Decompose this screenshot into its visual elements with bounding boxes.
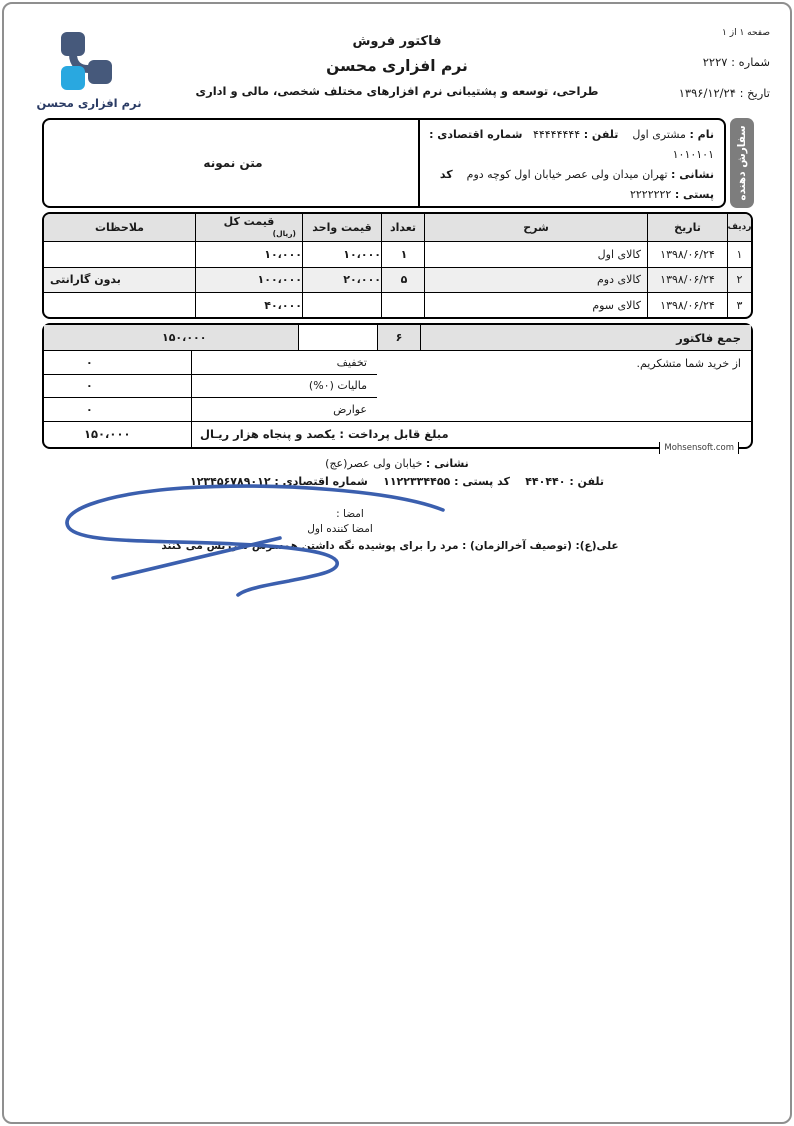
col-header-row: ردیف <box>727 214 751 242</box>
seller-phone-value: ۴۴۰۴۴۰ <box>525 475 566 488</box>
invoice-sum-empty-cell <box>298 325 377 351</box>
company-tagline: طراحی، توسعه و پشتیبانی نرم افزارهای مختلف شخصی، مالی و اداری <box>195 84 599 98</box>
item-date: ۱۳۹۸/۰۶/۲۴ <box>647 293 727 317</box>
tax-label: مالیات (۰%) <box>191 375 377 399</box>
customer-phone-label: تلفن : <box>583 128 619 141</box>
invoice-sum-label: جمع فاکتور <box>420 325 751 351</box>
seller-phone-label: تلفن : <box>569 475 604 488</box>
duties-label: عوارض <box>191 398 377 422</box>
invoice-date-label: تاریخ : <box>739 86 770 100</box>
logo-square-right <box>88 60 112 84</box>
item-total-price: ۱۰۰،۰۰۰ <box>195 268 302 294</box>
orderer-side-tab <box>730 118 754 208</box>
item-quantity: ۵ <box>381 268 424 294</box>
item-row-number: ۲ <box>727 268 751 294</box>
item-date: ۱۳۹۸/۰۶/۲۴ <box>647 268 727 294</box>
col-header-notes: ملاحظات <box>44 214 195 242</box>
signature-label: امضا : <box>336 508 364 520</box>
seller-address-label: نشانی : <box>425 457 469 470</box>
item-description: کالای اول <box>424 242 647 268</box>
customer-postal-label: کد پستی : <box>439 168 714 201</box>
customer-postal-value: ۲۲۲۲۲۲۲ <box>629 188 672 201</box>
item-total-price: ۴۰،۰۰۰ <box>195 293 302 317</box>
company-logo <box>34 30 144 112</box>
invoice-number <box>679 55 770 69</box>
item-quantity: ۱ <box>381 242 424 268</box>
item-unit-price <box>302 293 381 317</box>
invoice-sum-value: ۱۵۰،۰۰۰ <box>44 325 298 351</box>
totals-box <box>42 323 753 453</box>
invoice-meta <box>679 28 770 100</box>
item-row-number: ۱ <box>727 242 751 268</box>
col-header-description: شرح <box>424 214 647 242</box>
logo-icon <box>54 32 124 96</box>
tax-value: ۰ <box>44 375 191 399</box>
item-unit-price: ۲۰،۰۰۰ <box>302 268 381 294</box>
software-watermark: Mohsensoft.com <box>659 442 739 454</box>
item-date: ۱۳۹۸/۰۶/۲۴ <box>647 242 727 268</box>
logo-square-top <box>61 32 85 56</box>
col-header-quantity: تعداد <box>381 214 424 242</box>
discount-label: تخفیف <box>191 351 377 375</box>
item-notes: بدون گارانتی <box>44 268 195 294</box>
item-description: کالای دوم <box>424 268 647 294</box>
discount-value: ۰ <box>44 351 191 375</box>
payable-amount-value: ۱۵۰،۰۰۰ <box>84 427 131 442</box>
duties-value: ۰ <box>44 398 191 422</box>
item-unit-price: ۱۰،۰۰۰ <box>302 242 381 268</box>
item-row-number: ۳ <box>727 293 751 317</box>
customer-address-value: تهران میدان ولی عصر خیابان اول کوچه دوم <box>466 168 668 181</box>
seller-postal-value: ۱۱۲۲۳۳۴۴۵۵ <box>383 475 451 488</box>
customer-address-label: نشانی : <box>671 168 714 181</box>
logo-square-light <box>61 66 85 90</box>
logo-text: نرم افزاری محسن <box>36 96 142 110</box>
customer-details <box>418 120 724 206</box>
company-name: نرم افزاری محسن <box>326 57 468 75</box>
invoice-number-value: ۲۲۲۷ <box>702 55 728 69</box>
customer-economic-label: شماره اقتصادی : <box>429 128 523 141</box>
signature-quote: علی(ع): (توصیف آخرالزمان) : مرد را برای پوشیده نگه داشتن همسرش سرزنش می کنند <box>161 540 619 552</box>
invoice-sum-quantity: ۶ <box>377 325 420 351</box>
items-table <box>42 212 753 319</box>
item-quantity <box>381 293 424 317</box>
col-header-total-price-unit: (ریال) <box>272 229 296 238</box>
seller-address-line <box>0 457 794 470</box>
invoice-number-label: شماره : <box>731 55 770 69</box>
seller-address-value: خیابان ولی عصر(عج) <box>325 457 423 470</box>
col-header-date: تاریخ <box>647 214 727 242</box>
customer-phone-value: ۴۴۴۴۴۴۴۴ <box>532 128 581 141</box>
payable-amount-label: مبلغ قابل پرداخت : یکصد و پنجاه هزار ریـال <box>191 422 751 447</box>
item-notes <box>44 293 195 317</box>
page-count: صفحه ۱ از ۱ <box>722 28 770 38</box>
thanks-message: از خرید شما متشکریم. <box>377 351 751 422</box>
sample-note-text: متن نمونه <box>203 156 263 170</box>
customer-name-value: مشتری اول <box>632 128 686 141</box>
header-title-block <box>187 34 607 98</box>
item-description: کالای سوم <box>424 293 647 317</box>
seller-economic-value: ۱۲۳۴۵۶۷۸۹۰۱۲ <box>189 475 271 488</box>
signature-signer-name: امضا کننده اول <box>307 523 373 535</box>
seller-economic-label: شماره اقتصادی : <box>274 475 368 488</box>
col-header-total-price: قیمت کل (ریال) <box>195 214 302 242</box>
item-notes <box>44 242 195 268</box>
customer-name-label: نام : <box>689 128 714 141</box>
document-type-title: فاکتور فروش <box>352 34 442 49</box>
invoice-date-value: ۱۳۹۶/۱۲/۲۴ <box>678 86 736 100</box>
invoice-date <box>679 86 770 100</box>
orderer-side-tab-label: سفارش دهنده <box>736 125 748 201</box>
seller-postal-label: کد پستی : <box>454 475 510 488</box>
customer-box <box>42 118 726 208</box>
col-header-unit-price: قیمت واحد <box>302 214 381 242</box>
handwritten-signature <box>45 482 455 597</box>
item-total-price: ۱۰،۰۰۰ <box>195 242 302 268</box>
signature-loop-stroke <box>67 486 443 595</box>
customer-economic-value: ۱۰۱۰۱۰۱ <box>672 148 714 161</box>
